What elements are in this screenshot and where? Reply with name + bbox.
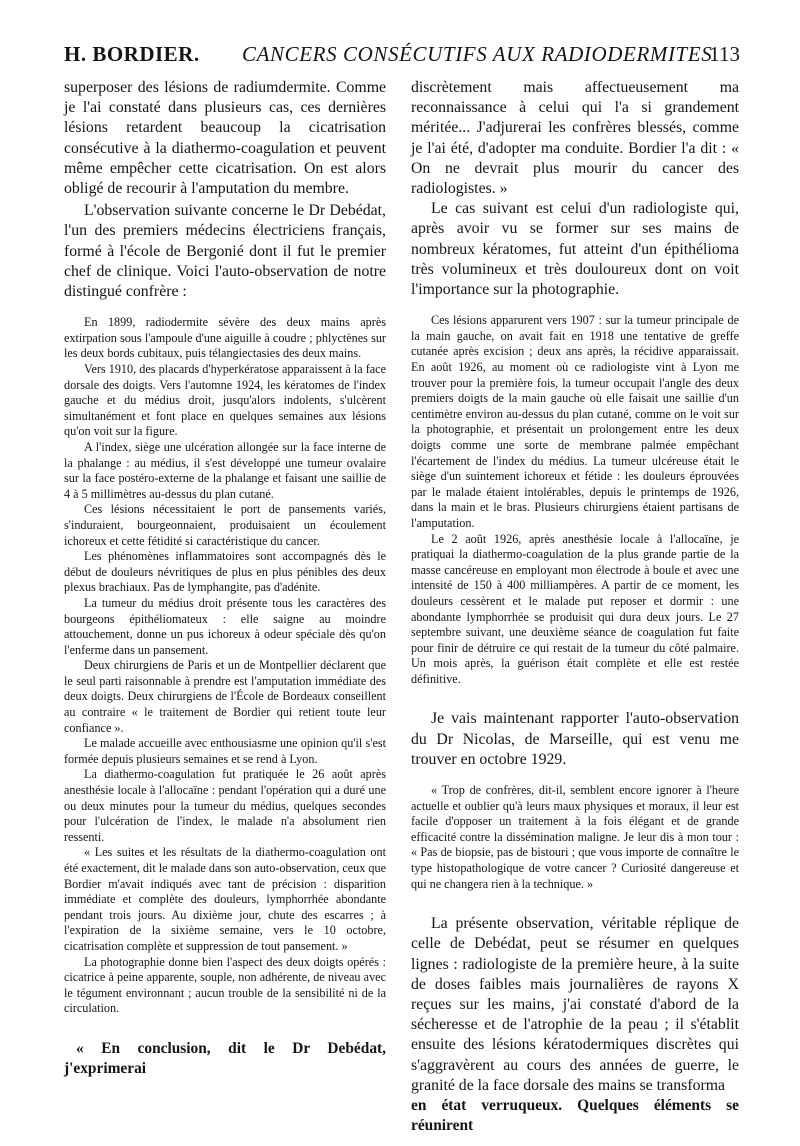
running-header [64,40,740,74]
case-paragraph: A l'index, siège une ulcération allongée sur la face interne de la phalange : au médius, il s'est développé une tumeur ovalaire sur la face postéro-externe de la phalange et faisant une saillie de 4 à 5 millimètres au-dessus du plan cutané. [64,439,386,501]
case-paragraph: Ces lésions apparurent vers 1907 : sur la tumeur principale de la main gauche, on avait fait en 1918 une tentative de greffe cutanée après excision ; deux ans après, la récidive apparaissait. En août 1926, au moment où ce radiologiste vint à Lyon me trouver pour la première fois, la tumeur occupait l'angle des deux premiers doigts de la main gauche où elle faisait une saillie d'un centimètre environ au-dessus du plan cutané, comme on le voit sur la photographie, et présentait un prolongement entre les deux doigts comme une sorte de membrane palmée empêchant l'écartement de l'index du médius. La tumeur ulcéreuse était le siège d'un suintement ichoreux et fétide : les douleurs éprouvées par le malade étaient intolérables, depuis le printemps de 1926, dans la main et le bras. Plusieurs chirurgiens étaient partisans de l'amputation. [411,313,739,530]
case-paragraph: Vers 1910, des placards d'hyperkératose apparaissent à la face dorsale des doigts. Vers l'automne 1924, les kératomes de l'index gauche et du médius droit, jusqu'alors indolents, s'ulcèrent simultanément et font place en quelques semaines aux lésions qu'on voit sur la figure. [64,362,386,439]
left-column [64,78,386,1079]
right-column [411,78,739,1136]
case-paragraph: Deux chirurgiens de Paris et un de Montpellier déclarent que le seul parti raisonnable à prendre est l'amputation immédiate des deux doigts. Deux chirurgiens de l'École de Bordeaux conseillent au contraire « le traitement de Bordier qui retient toute leur confiance ». [64,658,386,735]
case-paragraph: Le malade accueille avec enthousiasme une opinion qu'il s'est formée depuis plusieurs semaines et se rend à Lyon. [64,736,386,766]
case-paragraph: La tumeur du médius droit présente tous les caractères des bourgeons épithéliomateux : elle saigne au moindre attouchement, donne un pus ichoreux à odeur spéciale dès qu'on l'enferme dans un pansement. [64,595,386,657]
case-paragraph: Les phénomènes inflammatoires sont accompagnés dès le début de douleurs névritiques de plus en plus pénibles des deux plexus brachiaux. Pas de lymphangite, pas d'adénite. [64,549,386,595]
page-number: 113 [709,42,740,66]
case-paragraph: « Les suites et les résultats de la diathermo-coagulation ont été exactement, dit le malade dans son auto-observation, ceux que Bordier m'avait indiqués avec tant de précision : disparition immédiate et complète des douleurs, lymphorrhée abondante pendant trois jours. Au dixième jour, chute des escarres ; à l'expiration de la sixième semaine, vers le 10 octobre, cicatrisation complète et suppression de tout pansement. » [64,845,386,953]
summary-end: en état verruqueux. Quelques éléments se réunirent [411,1097,739,1135]
header-author: H. BORDIER. [64,42,200,66]
case-paragraph: La photographie donne bien l'aspect des deux doigts opérés : cicatrice à peine apparente, souple, non adhérente, de niveau avec le tégument environnant ; aucun trouble de la sensibilité ni de la circulation. [64,954,386,1016]
quote-paragraph: « Trop de confrères, dit-il, semblent encore ignorer à l'heure actuelle et oublier qu'à leurs maux physiques et moraux, il leur est facile d'opposer un traitement à la fois élégant et de grande efficacité contre la dissémination maligne. Je leur dis à mon tour : « Pas de biopsie, pas de bistouri ; que vous importe de connaître le type histopathologique de votre cancer ? Curiosité dangereuse et qui ne changera rien à la technique. » [411,783,739,891]
paragraph: Je vais maintenant rapporter l'auto-observation du Dr Nicolas, de Marseille, qui est venu me trouver en octobre 1929. [411,710,739,768]
case-paragraph: Le 2 août 1926, après anesthésie locale à l'allocaïne, je pratiquai la diathermo-coagulation de la plus grande partie de la masse cancéreuse en employant mon électrode à boule et avec une intensité de 150 à 400 milliampères. A partir de ce moment, les douleurs cessèrent et le malade put reposer et dormir : une abondante lymphorrhée se produisit qui dura deux jours. Le 27 septembre suivant, une deuxième séance de coagulation fut faite pour finir de détruire ce qui restait de la tumeur du côté palmaire. Un mois après, la guérison était complète et elle est restée définitive. [411,531,739,686]
header-title: CANCERS CONSÉCUTIFS AUX RADIODERMITES [242,42,713,66]
case-paragraph: Ces lésions nécessitaient le port de pansements variés, s'induraient, bourgeonnaient, produisaient un écoulement ichoreux et cette fétidité si caractéristique du cancer. [64,502,386,548]
paragraph: discrètement mais affectueusement ma reconnaissance à celui qui l'a si grandement méritée... J'adjurerai les confrères blessés, comme je l'ai été, d'adopter ma conduite. Bordier l'a dit : « On ne devrait plus mourir du cancer des radiologistes. » [411,79,739,198]
summary-paragraph: La présente observation, véritable réplique de celle de Debédat, peut se résumer en quelques lignes : radiologiste de la première heure, à la suite de doses faibles mais journalières de rayons X reçues sur les mains, j'ai constaté d'abord de la sécheresse et de l'atrophie de la peau ; il s'établit ensuite des lésions kératodermiques discrètes qui s'aggravèrent au cours des années de guerre, le granité de la face dorsale des mains se transforma [411,915,739,1094]
case-paragraph: En 1899, radiodermite sévère des deux mains après extirpation sous l'ampoule d'une aiguille à coudre ; phlyctènes sur les deux bords cubitaux, puis télangiectasies des deux mains. [64,315,386,361]
paragraph: Le cas suivant est celui d'un radiologiste qui, après avoir vu se former sur ses mains de nombreux kératomes, fut atteint d'un épithélioma très volumineux et très douloureux dont on voit l'importance sur la photographie. [411,200,739,299]
conclusion-start: « En conclusion, dit le Dr Debédat, j'exprimerai [64,1039,386,1077]
paragraph: L'observation suivante concerne le Dr Debédat, l'un des premiers médecins électriciens français, formé à l'école de Bergonié dont il fut le premier chef de clinique. Voici l'auto-observation de notre distingué confrère : [64,202,386,301]
paragraph: superposer des lésions de radiumdermite. Comme je l'ai constaté dans plusieurs cas, ces dernières lésions retardent beaucoup la cicatrisation consécutive à la diathermo-coagulation et peuvent même empêcher cette cicatrisation. On est alors obligé de recourir à l'amputation du membre. [64,79,386,198]
case-paragraph: La diathermo-coagulation fut pratiquée le 26 août après anesthésie locale à l'allocaïne : pendant l'opération qui a duré une ou deux minutes pour la tumeur du médius, quelques secondes pour l'ulcération de l'index, le malade n'a absolument rien ressenti. [64,767,386,844]
